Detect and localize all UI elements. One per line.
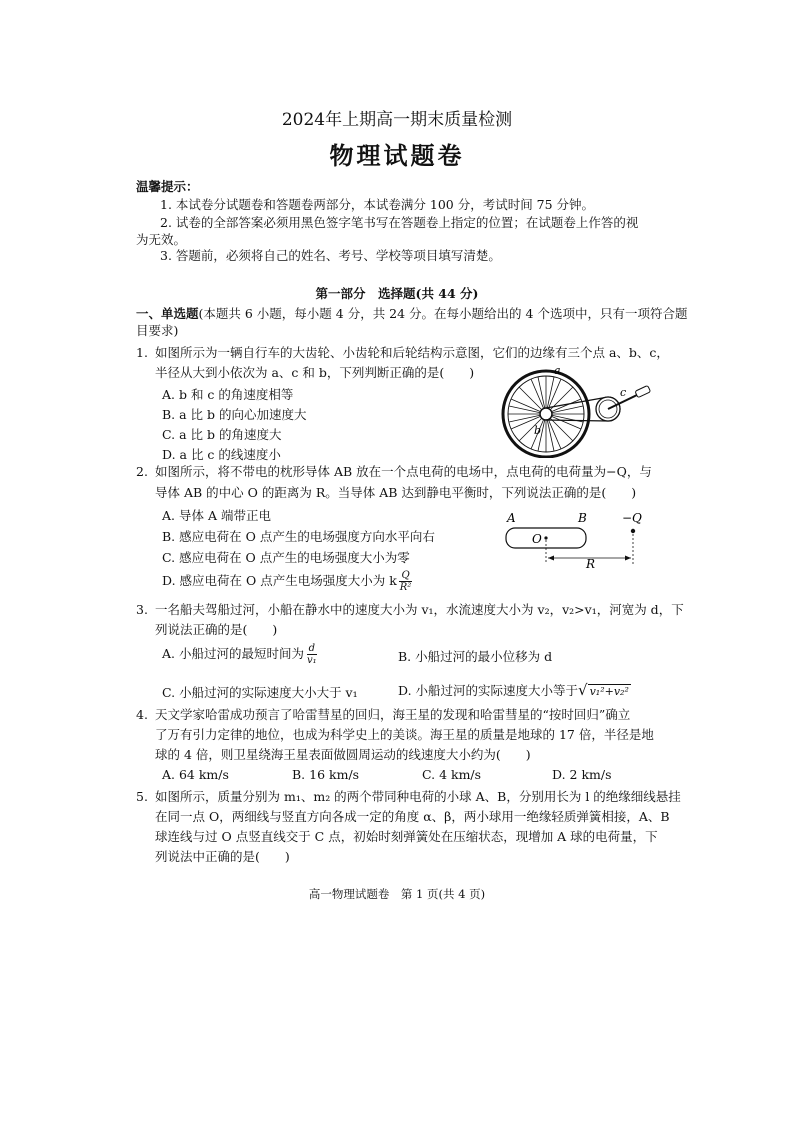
point-a-label: a xyxy=(554,364,561,377)
question-1-line-1: 如图所示为一辆自行车的大齿轮、小齿轮和后轮结构示意图，它们的边缘有三个点 a、b、c， xyxy=(155,345,669,360)
radicand: v₁²+v₂² xyxy=(589,685,629,698)
section-label: 一、单选题 xyxy=(136,306,199,321)
fraction-q-over-r2 xyxy=(398,570,414,593)
center-point-o xyxy=(544,536,547,539)
bicycle-gear-figure xyxy=(496,362,662,458)
section-heading xyxy=(136,303,687,324)
section-desc-line-2: 目要求) xyxy=(136,323,179,338)
question-5-line-1: 如图所示，质量分别为 m₁、m₂ 的两个带同种电荷的小球 A、B，分别用长为 l 的绝缘细线悬挂 xyxy=(155,789,681,804)
question-2-line-1: 如图所示，将不带电的枕形导体 AB 放在一个点电荷的电场中，点电荷的电荷量为−Q，与 xyxy=(155,464,652,479)
notice-item-2-line-2: 为无效。 xyxy=(136,232,187,247)
question-3-line-1: 一名船夫驾船过河，小船在静水中的速度大小为 v₁，水流速度大小为 v₂，v₂>v₁，河宽为 d，下 xyxy=(155,602,684,617)
page-footer: 高一物理试题卷 第 1 页(共 4 页) xyxy=(308,887,486,901)
question-1-line-2: 半径从大到小依次为 a、c 和 b，下列判断正确的是( ) xyxy=(155,365,475,380)
rear-wheel xyxy=(503,371,589,457)
question-4-line-3: 球的 4 倍，则卫星绕海王星表面做圆周运动的线速度大小约为( ) xyxy=(155,747,531,762)
section-desc: (本题共 6 小题，每小题 4 分，共 24 分。在每小题给出的 4 个选项中，只有一项符合题 xyxy=(198,306,688,321)
fraction-d-over-v1 xyxy=(305,643,319,666)
question-5-line-4: 列说法中正确的是( ) xyxy=(155,849,290,864)
question-4-option-c: C. 4 km/s xyxy=(422,767,482,782)
label-r: R xyxy=(586,557,596,570)
fraction-numerator: d xyxy=(308,643,316,654)
question-3-option-a xyxy=(162,643,320,666)
option-a-text: A. 小船过河的最短时间为 xyxy=(162,646,304,661)
sqrt-sign-icon: √ xyxy=(578,681,588,699)
label-b: B xyxy=(578,511,587,525)
notice-item-3: 3. 答题前，必须将自己的姓名、考号、学校等项目填写清楚。 xyxy=(160,248,501,263)
question-4-option-b: B. 16 km/s xyxy=(292,767,360,782)
question-3-option-d xyxy=(398,681,631,699)
question-1-option-c: C. a 比 b 的角速度大 xyxy=(162,427,282,442)
exam-subtitle: 物理试题卷 xyxy=(329,141,465,170)
question-number: 5. xyxy=(136,789,148,804)
question-1-option-b: B. a 比 b 的向心加速度大 xyxy=(162,407,307,422)
option-d-text: D. 感应电荷在 O 点产生电场强度大小为 k xyxy=(162,573,397,588)
notice-item-2-line-1: 2. 试卷的全部答案必须用黑色签字笔书写在答题卷上指定的位置；在试题卷上作答的视 xyxy=(160,215,639,230)
question-4-line-2: 了万有引力定律的地位，也成为科学史上的美谈。海王星的质量是地球的 17 倍，半径是地 xyxy=(155,727,654,742)
chain-and-sprocket xyxy=(546,385,651,421)
notice-heading: 温馨提示： xyxy=(136,179,199,194)
label-neg-q: −Q xyxy=(622,511,642,525)
question-number: 3. xyxy=(136,602,148,617)
exam-title: 2024年上期高一期末质量检测 xyxy=(281,110,513,130)
pillow-conductor-figure xyxy=(500,508,650,570)
question-number: 1. xyxy=(136,345,148,360)
question-4-option-a: A. 64 km/s xyxy=(162,767,229,782)
label-a: A xyxy=(507,511,516,525)
question-5-line-3: 球连线与过 O 点竖直线交于 C 点，初始时刻弹簧处在压缩状态，现增加 A 球的电荷量，下 xyxy=(155,829,658,844)
question-5-line-2: 在同一点 O，两细线与竖直方向各成一定的角度 α、β，两小球用一绝缘轻质弹簧相接，A、B xyxy=(155,809,670,824)
point-charge xyxy=(631,529,635,533)
label-o: O xyxy=(532,532,542,546)
point-b-label: b xyxy=(534,424,542,437)
fraction-denominator: R² xyxy=(399,582,412,593)
question-4-line-1: 天文学家哈雷成功预言了哈雷彗星的回归，海王星的发现和哈雷彗星的“按时回归”确立 xyxy=(155,707,631,722)
question-2-option-d xyxy=(162,570,414,593)
option-d-text: D. 小船过河的实际速度大小等于 xyxy=(398,683,579,698)
question-2-line-2: 导体 AB 的中心 O 的距离为 R。当导体 AB 达到静电平衡时，下列说法正确的是( ) xyxy=(155,485,637,500)
point-c-label: c xyxy=(620,386,627,399)
question-3-line-2: 列说法正确的是( ) xyxy=(155,622,278,637)
question-number: 2. xyxy=(136,464,148,479)
question-2-option-c: C. 感应电荷在 O 点产生的电场强度大小为零 xyxy=(162,550,410,565)
question-3-option-b: B. 小船过河的最小位移为 d xyxy=(398,649,553,664)
question-number: 4. xyxy=(136,707,148,722)
question-1-option-a: A. b 和 c 的角速度相等 xyxy=(162,387,294,402)
question-1-option-d: D. a 比 c 的线速度小 xyxy=(162,447,281,462)
notice-item-1: 1. 本试卷分试题卷和答题卷两部分，本试卷满分 100 分，考试时间 75 分钟。 xyxy=(160,197,595,212)
question-2-option-a: A. 导体 A 端带正电 xyxy=(162,508,271,523)
fraction-denominator: v₁ xyxy=(306,655,317,666)
question-4-option-d: D. 2 km/s xyxy=(552,767,612,782)
part-title: 第一部分 选择题(共 44 分) xyxy=(315,286,479,301)
question-2-option-b: B. 感应电荷在 O 点产生的电场强度方向水平向右 xyxy=(162,529,435,544)
fraction-numerator: Q xyxy=(401,570,410,581)
question-3-option-c: C. 小船过河的实际速度大小大于 v₁ xyxy=(162,685,358,700)
